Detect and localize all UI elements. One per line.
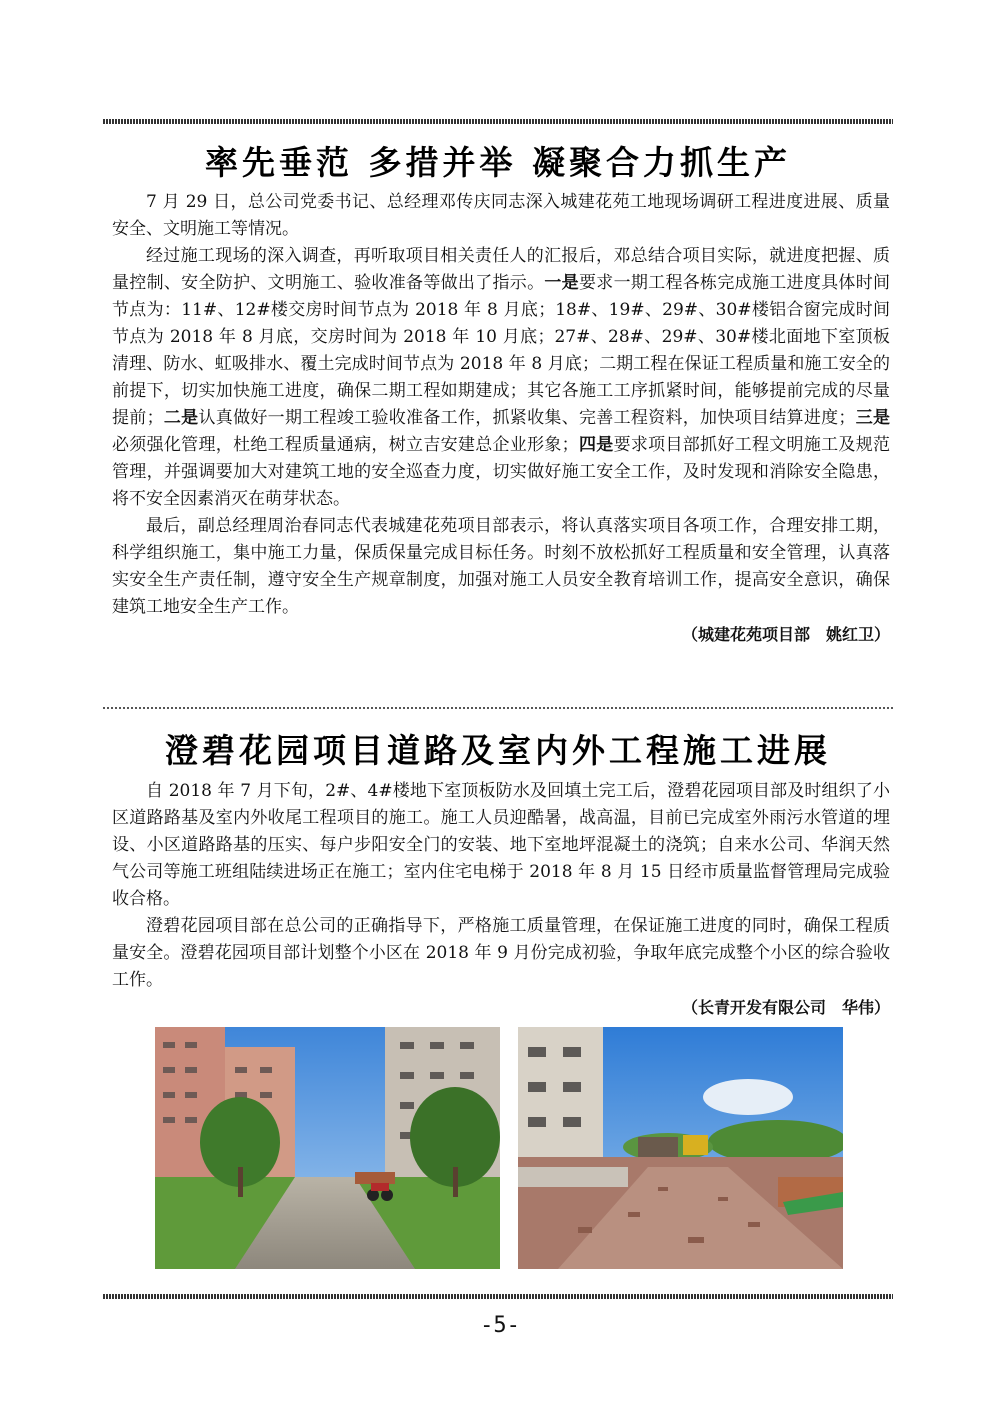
article1-para2-b: 要求一期工程各栋完成施工进度具体时间节点为：11#、12#楼交房时间节点为 2018 年 8 月底；18#、19#、29#、30#楼铝合窗完成时间节点为 2018 年 8 月底，交房时间为 2018 年 10 月底；27#、28#、29#、30#楼北面地下室顶板清理、防水、虹吸排水、覆土完成时间节点为 2018 年 8 月底；二期工程在保证工程质量和施工安全的前提下，切实加快施工进度，确保二期工程如期建成；其它各施工工序抓紧时间，能够提前完成的尽量提前； [112, 273, 891, 428]
walkway-photo-image [155, 1027, 500, 1269]
article2-byline: （长青开发有限公司 华伟） [681, 998, 890, 1017]
article1-para2-c: 认真做好一期工程竣工验收准备工作，抓紧收集、完善工程资料，加快项目结算进度； [198, 408, 856, 428]
point-two-label: 二是 [163, 408, 199, 428]
point-three-label: 三是 [855, 408, 891, 428]
article1-para3: 最后，副总经理周治春同志代表城建花苑项目部表示，将认真落实项目各项工作，合理安排工期，科学组织施工，集中施工力量，保质保量完成目标任务。时刻不放松抓好工程质量和安全管理，认真落实安全生产责任制，遵守安全生产规章制度，加强对施工人员安全教育培训工作，提高安全意识，确保建筑工地安全生产工作。 [112, 516, 890, 617]
page-number: -5- [480, 1313, 520, 1338]
construction-photo-image [518, 1027, 843, 1269]
article2-body [112, 778, 890, 1021]
article1-para2 [112, 243, 890, 513]
article2-title: 澄碧花园项目道路及室内外工程施工进展 [165, 731, 831, 770]
article1-title: 率先垂范 多措并举 凝聚合力抓生产 [205, 143, 791, 182]
point-one-label: 一是 [544, 273, 579, 293]
top-divider [103, 119, 893, 124]
article2-para2: 澄碧花园项目部在总公司的正确指导下，严格施工质量管理，在保证施工进度的同时，确保工程质量安全。澄碧花园项目部计划整个小区在 2018 年 9 月份完成初验，争取年底完成整个小区的综合验收工作。 [112, 916, 890, 990]
article1-para2-e: 要求项目部抓好工程文明施工及规范管理，并强调要加大对建筑工地的安全巡查力度，切实做好施工安全工作，及时发现和消除安全隐患，将不安全因素消灭在萌芽状态。 [112, 435, 891, 509]
article2-para1: 自 2018 年 7 月下旬，2#、4#楼地下室顶板防水及回填土完工后，澄碧花园项目部及时组织了小区道路路基及室内外收尾工程项目的施工。施工人员迎酷暑，战高温，目前已完成室外雨污水管道的埋设、小区道路路基的压实、每户步阳安全门的安装、地下室地坪混凝土的浇筑；自来水公司、华润天然气公司等施工班组陆续进场正在施工；室内住宅电梯于 2018 年 8 月 15 日经市质量监督管理局完成验收合格。 [112, 781, 890, 909]
bottom-divider [103, 1294, 893, 1299]
article1-para1: 7 月 29 日，总公司党委书记、总经理邓传庆同志深入城建花苑工地现场调研工程进度进展、质量安全、文明施工等情况。 [112, 192, 890, 239]
point-four-label: 四是 [578, 435, 614, 455]
article1-body [112, 189, 890, 648]
article1-byline: （城建花苑项目部 姚红卫） [681, 625, 890, 644]
construction-photo [518, 1027, 843, 1269]
walkway-photo [155, 1027, 500, 1269]
middle-divider [103, 707, 893, 709]
article1-para2-a: 经过施工现场的深入调查，再听取项目相关责任人的汇报后，邓总结合项目实际，就进度把握、质量控制、安全防护、文明施工、验收准备等做出了指示。 [112, 246, 890, 293]
article1-para2-d: 必须强化管理，杜绝工程质量通病，树立吉安建总企业形象； [112, 435, 579, 455]
